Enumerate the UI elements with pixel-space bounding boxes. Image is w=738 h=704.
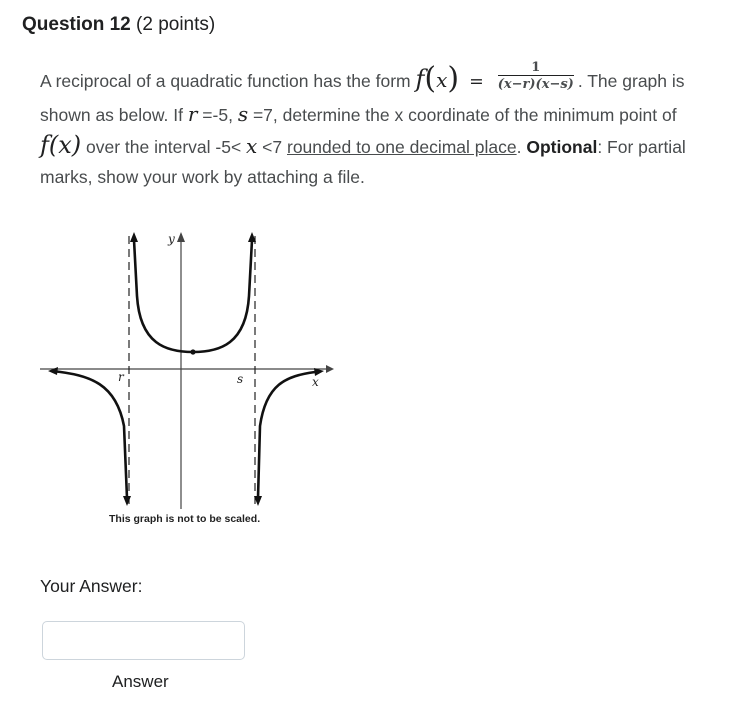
middle-branch-arrow-left: [130, 232, 138, 242]
middle-branch: [134, 240, 252, 352]
fraction-denominator: (x−r)(x−s): [497, 76, 574, 92]
optional-label: Optional: [526, 136, 598, 157]
x-symbol: x: [436, 68, 448, 92]
function-graph: [36, 226, 336, 526]
fraction: [498, 60, 574, 93]
y-axis-arrow: [177, 232, 185, 242]
left-branch-arrow-down: [123, 496, 131, 506]
interval-text: over the interval -5<: [81, 136, 247, 157]
rounding-instruction: rounded to one decimal place: [287, 136, 517, 157]
y-axis-label: y: [168, 232, 175, 246]
s-symbol: s: [237, 101, 249, 126]
question-title: Question 12: [22, 14, 131, 35]
r-value: =-5,: [197, 104, 238, 125]
r-label: r: [118, 370, 124, 384]
fraction-numerator: 1: [498, 60, 574, 76]
left-branch-arrow-left: [48, 367, 58, 375]
question-points: (2 points): [136, 14, 216, 35]
s-label: s: [237, 372, 244, 386]
intro-text: A reciprocal of a quadratic function has the form: [40, 71, 416, 91]
graph-caption: This graph is not to be scaled.: [109, 513, 261, 525]
r-symbol: r: [187, 101, 198, 126]
minimum-point: [190, 349, 195, 354]
after-fraction-text: . The graph is shown as below. If: [40, 71, 685, 125]
fx-symbol: f(x): [40, 130, 82, 159]
interval-end: <7: [257, 136, 287, 157]
s-value: =7, determine the x coordinate of the minimum point of: [248, 104, 677, 125]
answer-caption: Answer: [112, 672, 169, 691]
answer-label: Your Answer:: [40, 576, 143, 596]
question-header: [22, 14, 215, 36]
answer-input[interactable]: [42, 621, 245, 660]
optional-text: : For partial marks, show your work by attaching a file.: [40, 136, 686, 187]
f-symbol: f: [415, 65, 425, 93]
interval-x: x: [246, 133, 258, 158]
x-axis-label: x: [312, 375, 319, 389]
x-axis-arrow: [326, 365, 334, 373]
left-branch: [52, 371, 127, 498]
question-text: A reciprocal of a quadratic function has the form f(x) = $\frac{1}{(x-r)(x-s)}$ . The graph is shown as below. If r =-5, s =7, determine the x coordinate of the minimum point of f(x) over the interval -5< x <7 rounded to one decimal place. Optional: For partial marks, show your work by attaching a file.: [40, 59, 686, 187]
right-branch: [258, 372, 315, 498]
